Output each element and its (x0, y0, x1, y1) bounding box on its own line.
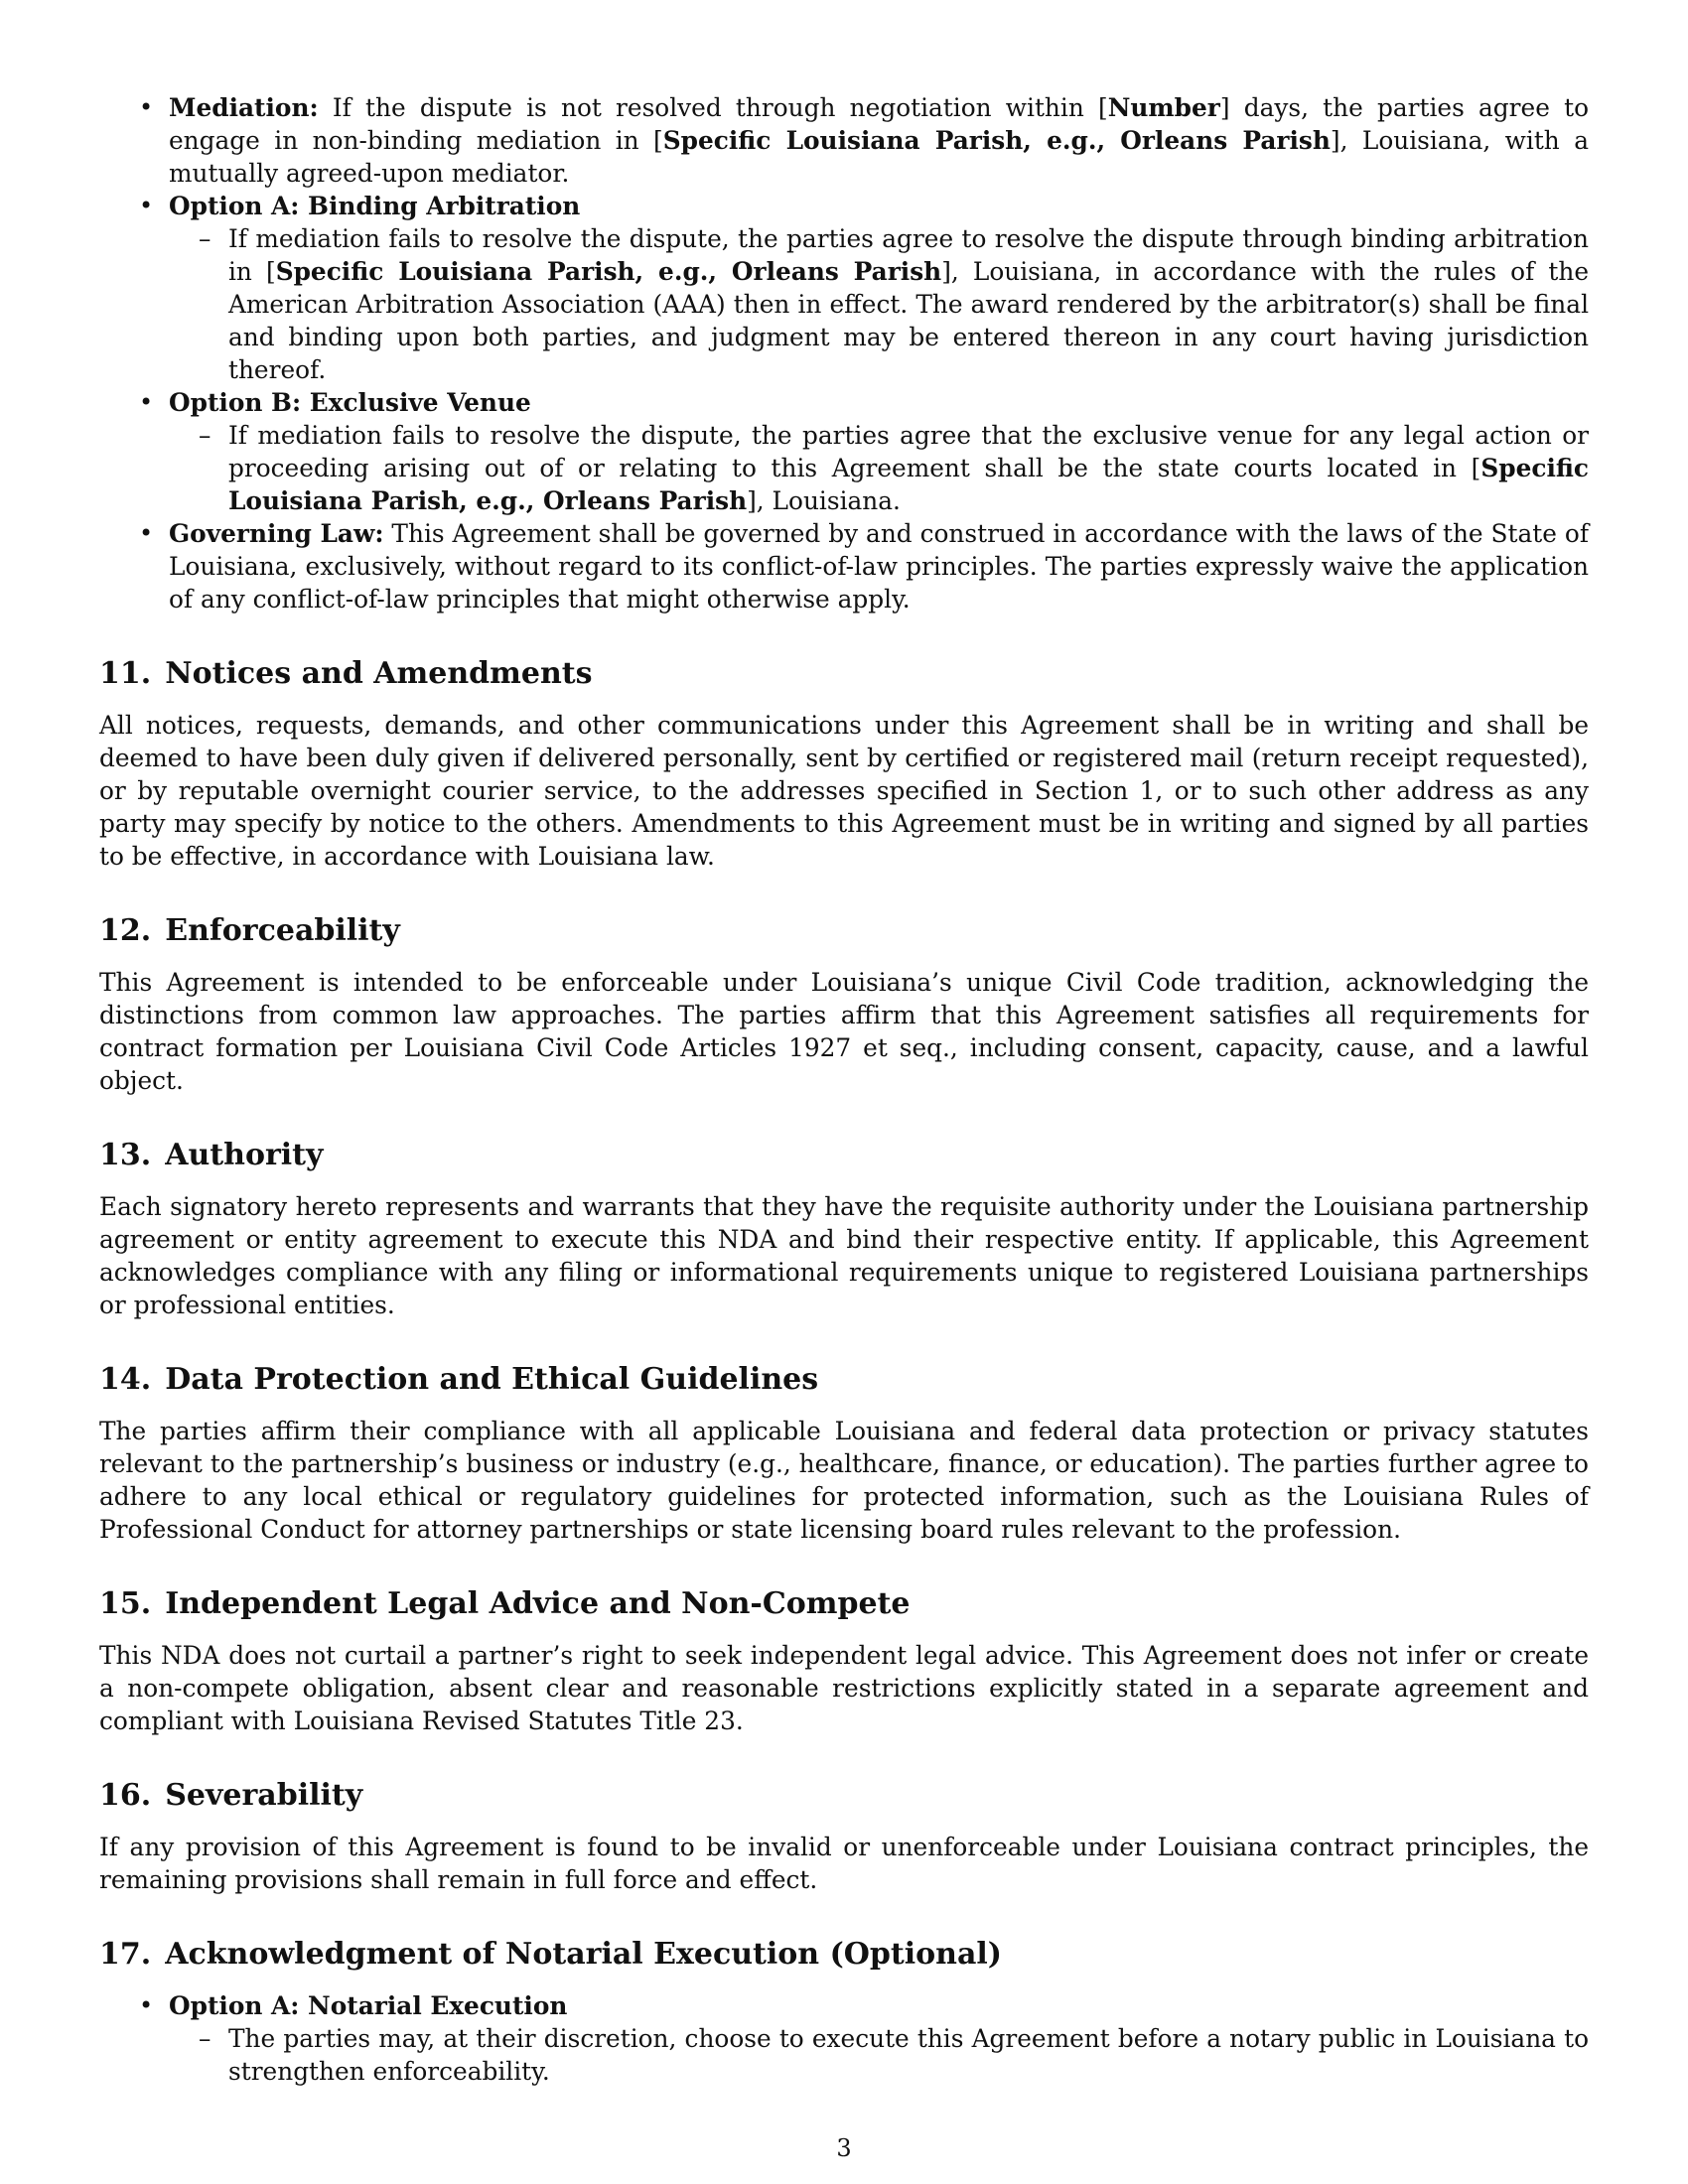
option-b-subitem (169, 419, 1589, 517)
section-13-number: 13. (99, 1138, 152, 1172)
dispute-resolution-list (99, 91, 1589, 615)
option-a-text-2: ], Louisiana, in accordance with the rules of the American Arbitration Association (AAA) then in effect. The award rendered by the arbitrator(s) shall be final and binding upon both parties, and judgment may be entered thereon in any court having jurisdiction thereof. (228, 257, 1589, 384)
section-12-body: This Agreement is intended to be enforceable under Louisiana’s unique Civil Code tradition, acknowledging the distinctions from common law approaches. The parties affirm that this Agreement satisfies all requirements for contract formation per Louisiana Civil Code Articles 1927 et seq., including consent, capacity, cause, and a lawful object. (99, 968, 1589, 1095)
option-b-text-2: ], Louisiana. (747, 486, 901, 515)
mediation-parish-placeholder: Specific Louisiana Parish, e.g., Orleans Parish (662, 126, 1331, 155)
notarial-option-a-sublist (169, 2022, 1589, 2088)
option-a-subitem (169, 222, 1589, 386)
section-13-heading (99, 1137, 1589, 1174)
notarial-option-a-subitem: – The parties may, at their discretion, choose to execute this Agreement before a notary public in Louisiana to strengthen enforceability. (169, 2022, 1589, 2088)
list-item-governing-law (99, 517, 1589, 615)
option-a-label: Option A: Binding Arbitration (169, 192, 581, 220)
section-15-number: 15. (99, 1586, 152, 1621)
section-14-heading (99, 1361, 1589, 1399)
section-17-heading (99, 1936, 1589, 1974)
mediation-text-3: ], Louisiana, with a mutually agreed-upon mediator. (169, 126, 1589, 188)
section-16-heading (99, 1777, 1589, 1815)
section-11-title: Notices and Amendments (165, 656, 593, 691)
mediation-label: Mediation: (169, 93, 319, 122)
mediation-text-2: ] days, the parties agree to engage in non-binding mediation in [ (169, 93, 1589, 155)
section-11-number: 11. (99, 656, 152, 691)
option-a-text-1: If mediation fails to resolve the dispute, the parties agree to resolve the dispute through binding arbitration in [ (228, 224, 1589, 286)
governing-law-label: Governing Law: (169, 519, 384, 548)
section-12-number: 12. (99, 913, 152, 948)
option-b-parish-placeholder: Specific Louisiana Parish, e.g., Orleans Parish (228, 454, 1589, 515)
notarial-option-a-label: Option A: Notarial Execution (169, 1991, 568, 2020)
governing-law-text: This Agreement shall be governed by and construed in accordance with the laws of the State of Louisiana, exclusively, without regard to its conflict-of-law principles. The parties expressly waive the application of any conflict-of-law principles that might otherwise apply. (169, 519, 1589, 614)
option-b-text-1: If mediation fails to resolve the dispute, the parties agree that the exclusive venue for any legal action or proceeding arising out of or relating to this Agreement shall be the state courts located in [ (228, 421, 1589, 482)
section-12-heading (99, 912, 1589, 950)
notarial-options-list (99, 1989, 1589, 2088)
mediation-number-placeholder: Number (1107, 93, 1220, 122)
section-13-body: Each signatory hereto represents and warrants that they have the requisite authority under the Louisiana partnership agreement or entity agreement to execute this NDA and bind their respective entity. If applicable, this Agreement acknowledges compliance with any filing or informational requirements unique to registered Louisiana partnerships or professional entities. (99, 1192, 1589, 1319)
page-number: 3 (836, 2134, 852, 2162)
section-12-title: Enforceability (165, 913, 400, 948)
option-a-parish-placeholder: Specific Louisiana Parish, e.g., Orleans Parish (275, 257, 942, 286)
section-14-number: 14. (99, 1362, 152, 1397)
section-11-body: All notices, requests, demands, and other communications under this Agreement shall be in writing and shall be deemed to have been duly given if delivered personally, sent by certified or registered mail (return receipt requested), or by reputable overnight courier service, to the addresses specified in Section 1, or to such other address as any party may specify by notice to the others. Amendments to this Agreement must be in writing and signed by all parties to be effective, in accordance with Louisiana law. (99, 711, 1589, 871)
section-17-title: Acknowledgment of Notarial Execution (Optional) (165, 1937, 1002, 1972)
section-16-number: 16. (99, 1778, 152, 1813)
list-item-option-b-venue (99, 386, 1589, 517)
document-page (99, 91, 1589, 2088)
section-11-heading (99, 655, 1589, 693)
mediation-text-1: If the dispute is not resolved through negotiation within [ (318, 93, 1108, 122)
section-13-title: Authority (165, 1138, 324, 1172)
section-15-body: This NDA does not curtail a partner’s right to seek independent legal advice. This Agreement does not infer or create a non-compete obligation, absent clear and reasonable restrictions explicitly stated in a separate agreement and compliant with Louisiana Revised Statutes Title 23. (99, 1641, 1589, 1735)
section-16-title: Severability (165, 1778, 363, 1813)
section-14-title: Data Protection and Ethical Guidelines (165, 1362, 819, 1397)
section-15-heading (99, 1585, 1589, 1623)
section-15-title: Independent Legal Advice and Non-Compete (165, 1586, 911, 1621)
option-b-label: Option B: Exclusive Venue (169, 388, 531, 417)
section-16-body: If any provision of this Agreement is found to be invalid or unenforceable under Louisiana contract principles, the remaining provisions shall remain in full force and effect. (99, 1833, 1589, 1894)
list-item-notarial-option-a (99, 1989, 1589, 2088)
option-a-sublist (169, 222, 1589, 386)
section-14-body: The parties affirm their compliance with all applicable Louisiana and federal data protection or privacy statutes relevant to the partnership’s business or industry (e.g., healthcare, finance, or education). The parties further agree to adhere to any local ethical or regulatory guidelines for protected information, such as the Louisiana Rules of Professional Conduct for attorney partnerships or state licensing board rules relevant to the profession. (99, 1417, 1589, 1544)
list-item-option-a-arbitration (99, 190, 1589, 386)
section-17-number: 17. (99, 1937, 152, 1972)
list-item-mediation (99, 91, 1589, 190)
option-b-sublist (169, 419, 1589, 517)
